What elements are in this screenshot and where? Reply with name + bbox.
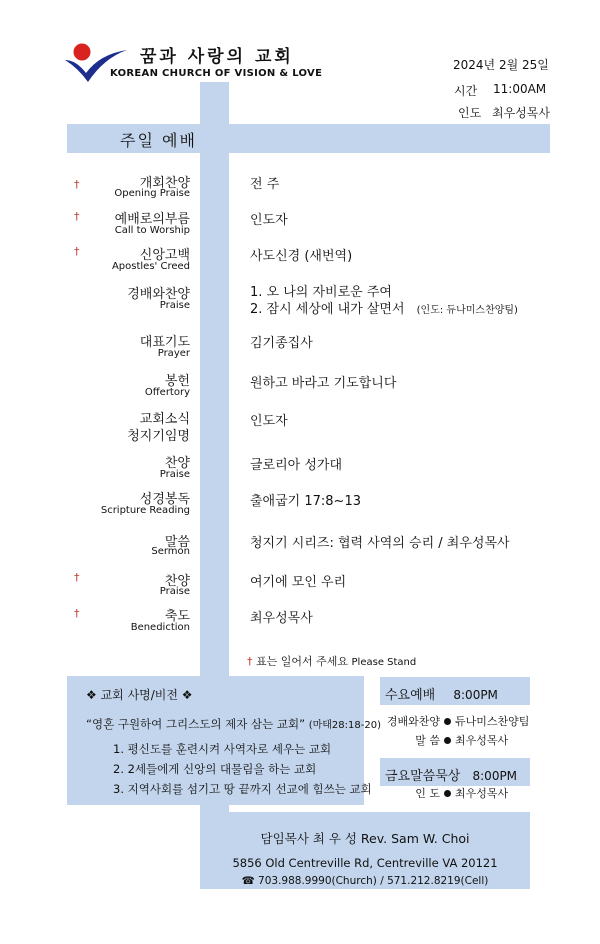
wednesday-title [385,684,498,703]
row-title-ko: 교회소식 [139,412,190,427]
logo-red-dot-icon [74,44,91,61]
friday-title [385,765,517,784]
row-title-ko: 경배와찬양 [127,287,190,302]
row-title-ko: 찬양 [164,456,190,471]
stand-mark: † [74,571,80,584]
row-title-ko: 개회찬양 [139,176,190,191]
leader-value: 최우성목사 [492,106,550,120]
service-date: 2024년 2월 25일 [453,58,549,72]
friday-row [385,785,530,801]
row-title-ko: 찬양 [164,574,190,589]
row-value: 청지기 시리즈: 협력 사역의 승리 / 최우성목사 [250,536,510,551]
row-title-ko: 성경봉독 [139,492,190,507]
time-value: 11:00AM [493,82,547,96]
church-address: 5856 Old Centreville Rd, Centreville VA 20121 [232,856,498,870]
friday-title-text: 금요말씀묵상 [385,769,461,784]
row-title-en: Sermon [151,546,190,557]
stand-mark: † [74,178,80,191]
church-name-ko: 꿈과 사랑의 교회 [140,47,294,67]
row-title-en: Prayer [157,348,190,359]
row-title-ko: 봉헌 [164,374,190,389]
row-value-2 [250,298,518,317]
mission-quote-text: “영혼 구원하여 그리스도의 제자 삼는 교회” [86,717,306,731]
wednesday-row-value: 듀나미스찬양팀 [455,715,530,728]
row-title-en: Apostles' Creed [111,261,190,272]
stand-mark: † [74,210,80,223]
mission-item: 2. 2세들에게 신앙의 대물림을 하는 교회 [113,762,317,776]
leader-label: 인도 [458,106,482,120]
friday-row-label: 인 도 [415,787,440,800]
mission-item: 1. 평신도를 훈련시켜 사역자로 세우는 교회 [113,742,332,756]
row-value: 여기에 모인 우리 [250,575,347,590]
wednesday-time: 8:00PM [453,688,498,702]
row-value: 글로리아 성가대 [250,458,343,473]
row-value-2-text: 2. 잠시 세상에 내가 살면서 [250,302,405,317]
stand-note [247,653,416,669]
row-title-en: Benediction [130,622,190,633]
stand-note-mark: † [247,655,253,668]
mission-item: 3. 지역사회를 섬기고 땅 끝까지 선교에 힘쓰는 교회 [113,782,372,796]
row-value: 인도자 [250,213,288,228]
time-label: 시간 [454,84,478,98]
row-value: 원하고 바라고 기도합니다 [250,376,397,391]
row-title-ko: 말씀 [164,535,190,550]
church-name-en: KOREAN CHURCH OF VISION & LOVE [110,68,323,79]
row-title-ko-2: 청지기임명 [127,429,190,444]
stand-mark: † [74,607,80,620]
wednesday-title-text: 수요예배 [385,688,436,703]
stand-mark: † [74,245,80,258]
wednesday-row [385,713,530,729]
row-value: 전 주 [250,177,280,192]
wednesday-row [385,732,530,748]
row-value: 1. 오 나의 자비로운 주여 [250,285,392,300]
stand-note-en: Please Stand [351,657,417,668]
stand-note-ko: 표는 일어서 주세요 [256,655,349,668]
row-title-en: Call to Worship [114,225,190,236]
row-title-en: Scripture Reading [100,505,190,516]
row-title-en: Offertory [144,387,190,398]
row-value: 김기종집사 [250,336,313,351]
wednesday-row-value: 최우성목사 [455,734,509,747]
friday-row-value: 최우성목사 [455,787,509,800]
bullet-icon [444,718,451,725]
row-title-en: Praise [159,586,190,597]
wednesday-row-label: 말 씀 [415,734,440,747]
church-phone: ☎ 703.988.9990(Church) / 571.212.8219(Cell) [241,875,489,887]
row-title-ko: 축도 [164,609,190,624]
row-title-ko: 대표기도 [139,335,190,350]
service-title: 주일 예배 [120,131,197,150]
bullet-icon [444,737,451,744]
wednesday-row-label: 경배와찬양 [386,715,440,728]
row-value: 사도신경 (새번역) [250,249,353,264]
row-title-en: Praise [159,300,190,311]
row-title-ko: 신앙고백 [139,248,190,263]
friday-time: 8:00PM [472,769,518,783]
pastor-name: 담임목사 최 우 성 Rev. Sam W. Choi [260,831,470,846]
row-value-2-note: (인도: 듀나미스찬양팀) [416,305,518,316]
mission-title: ❖ 교회 사명/비전 ❖ [86,688,193,702]
bullet-icon [444,790,451,797]
row-title-en: Opening Praise [114,188,190,199]
row-value: 최우성목사 [250,611,313,626]
row-title-ko: 예배로의부름 [114,212,190,227]
row-title-en: Praise [159,469,190,480]
mission-quote-ref: (마태28:18-20) [308,720,381,731]
row-value: 인도자 [250,414,288,429]
row-value: 출애굽기 17:8~13 [250,494,361,509]
mission-quote [86,716,381,732]
